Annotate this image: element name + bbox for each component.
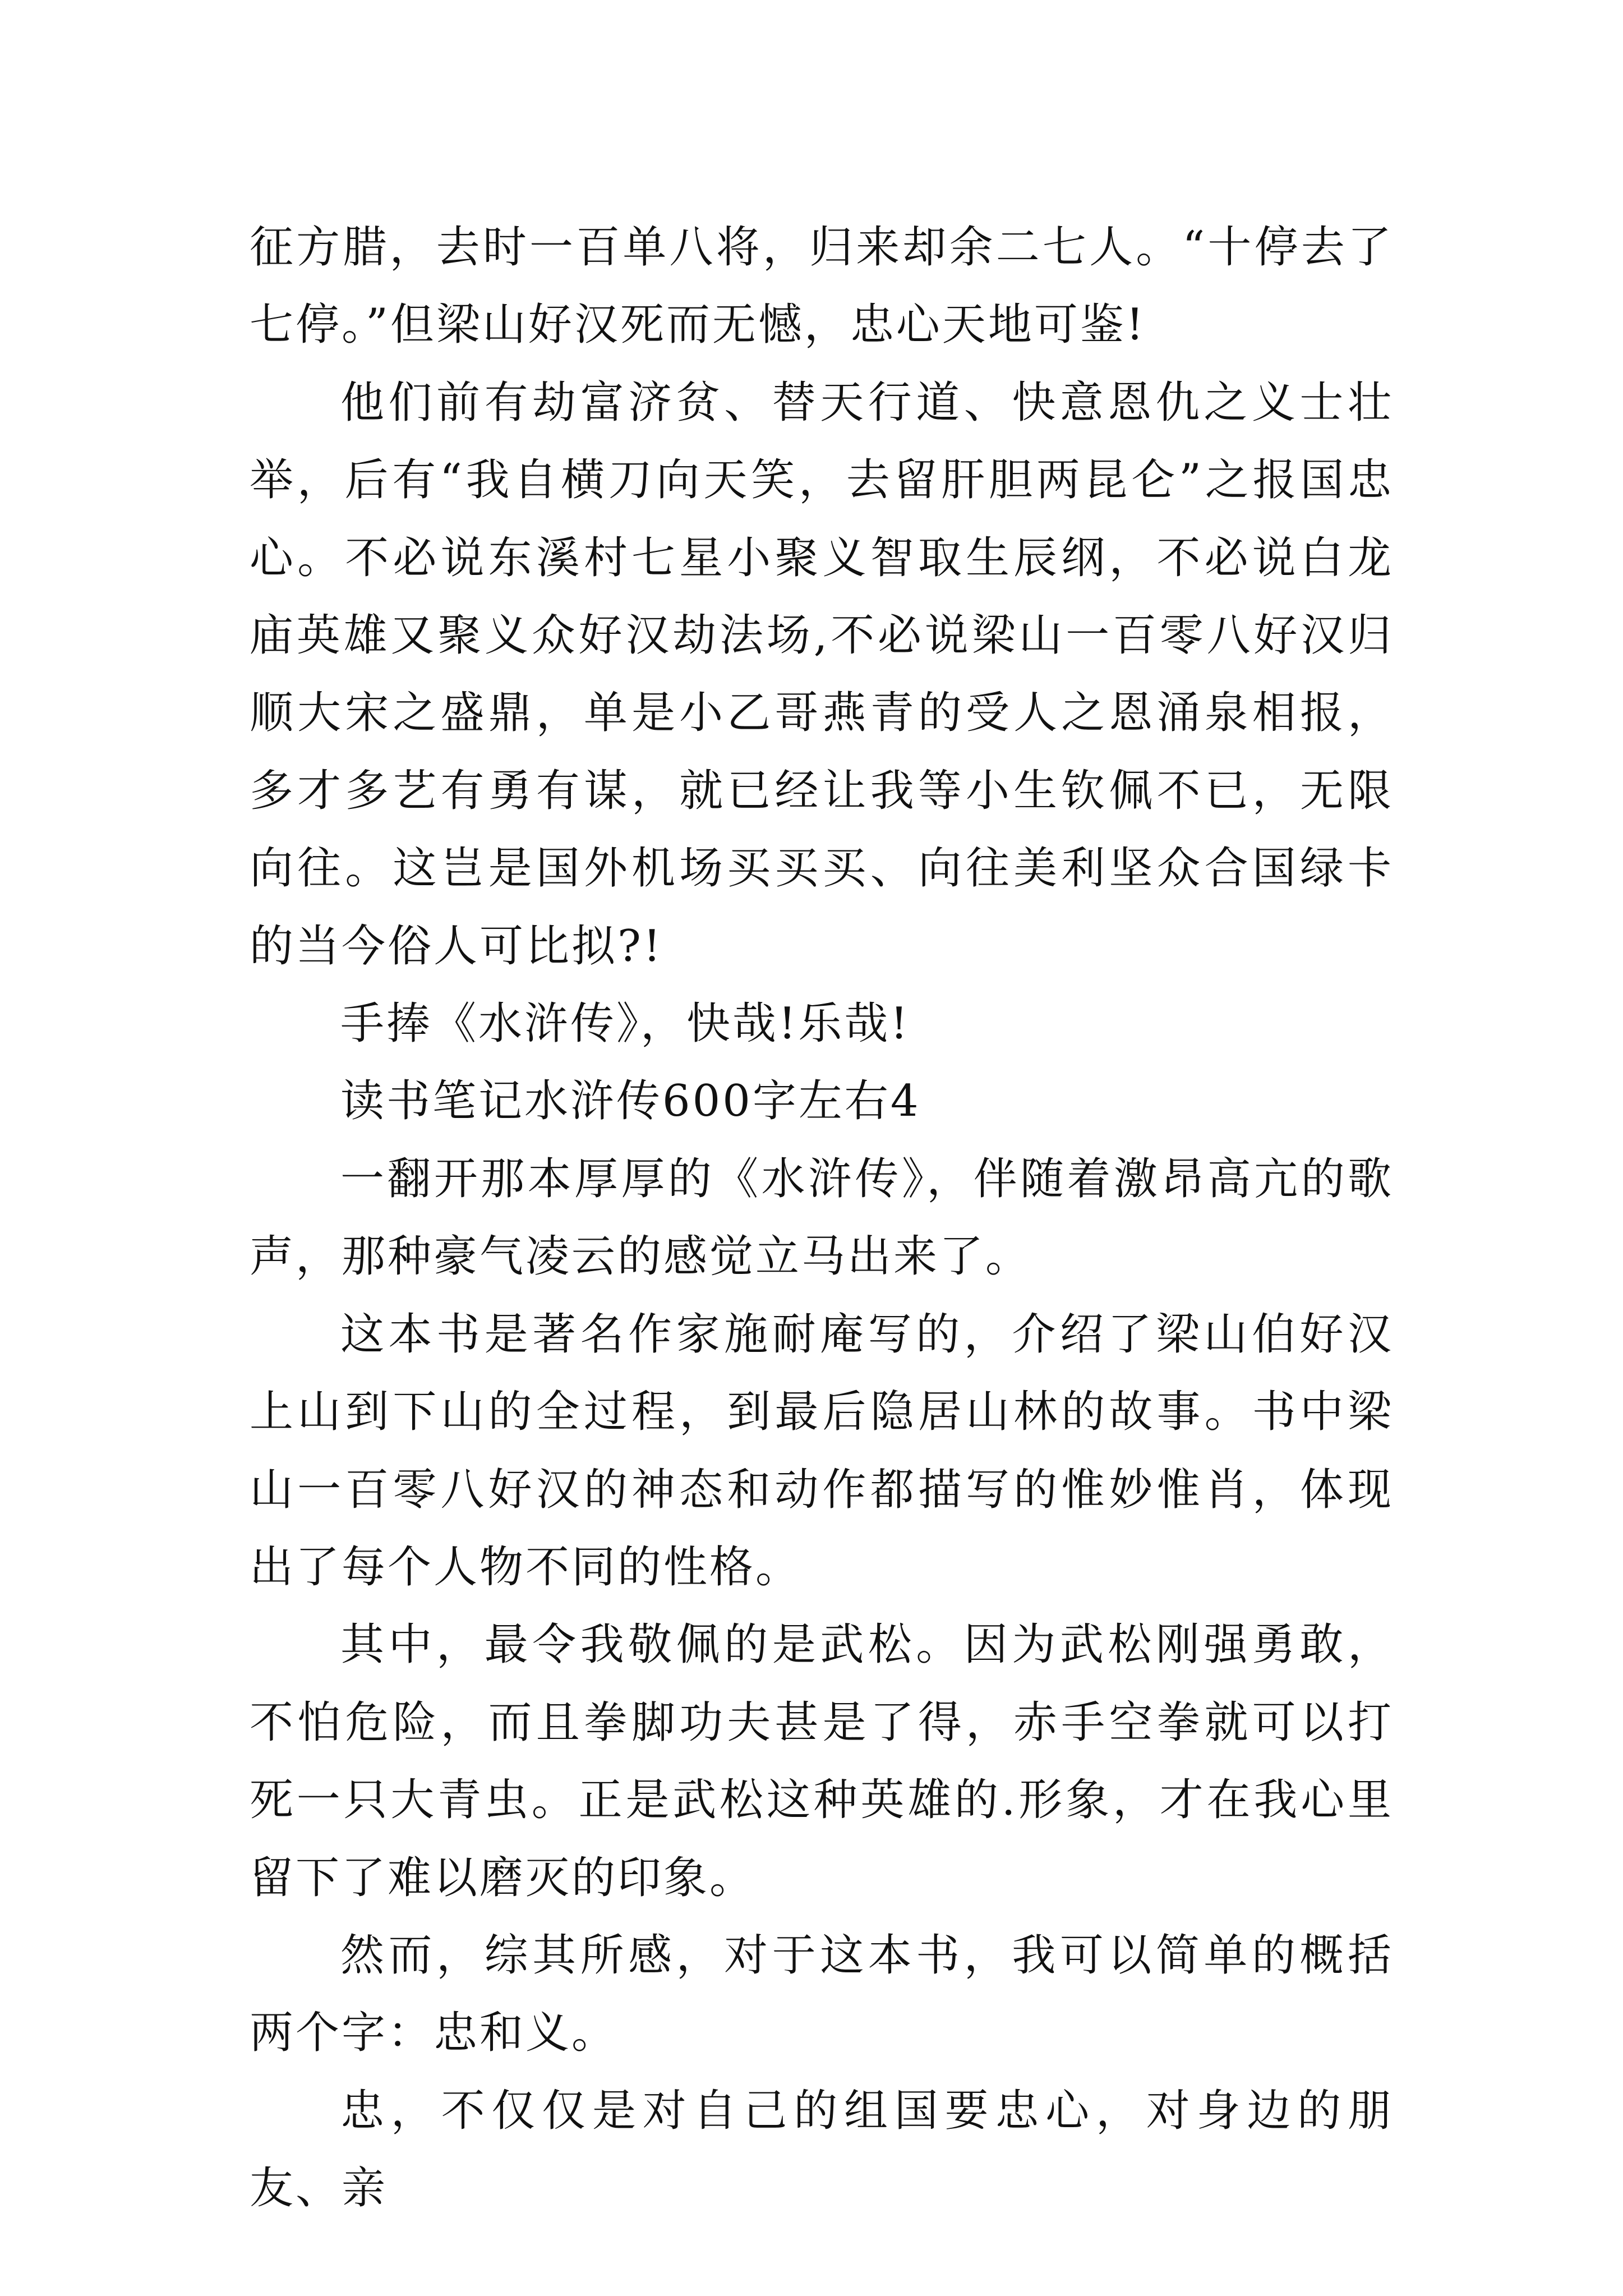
section-heading: 读书笔记水浒传600字左右4 bbox=[340, 1076, 921, 1127]
paragraph-6: 其中，最令我敬佩的是武松。因为武松刚强勇敢，不怕危险，而且拳脚功夫甚是了得，赤手空拳就可以打死一只大青虫。正是武松这种英雄的.形象，才在我心里留下了难以磨灭的印象。 bbox=[250, 1619, 1394, 1903]
paragraph-4: 一翻开那本厚厚的《水浒传》，伴随着激昂高亢的歌声，那种豪气凌云的感觉立马出来了。 bbox=[250, 1153, 1394, 1282]
paragraph-1: 征方腊，去时一百单八将，归来却余二七人。“十停去了七停。”但梁山好汉死而无憾，忠心天地可鉴! bbox=[250, 222, 1394, 351]
paragraph-7: 然而，综其所感，对于这本书，我可以简单的概括两个字：忠和义。 bbox=[250, 1930, 1394, 2059]
document-body bbox=[250, 209, 1394, 2228]
paragraph-3: 手捧《水浒传》，快哉!乐哉! bbox=[340, 999, 910, 1050]
paragraph-8: 忠，不仅仅是对自己的组国要忠心，对身边的朋友、亲 bbox=[250, 2085, 1394, 2214]
paragraph-5: 这本书是著名作家施耐庵写的，介绍了梁山伯好汉上山到下山的全过程，到最后隐居山林的故事。书中梁山一百零八好汉的神态和动作都描写的惟妙惟肖，体现出了每个人物不同的性格。 bbox=[250, 1309, 1394, 1593]
paragraph-2: 他们前有劫富济贫、替天行道、快意恩仇之义士壮举，后有“我自横刀向天笑，去留肝胆两昆仑”之报国忠心。不必说东溪村七星小聚义智取生辰纲，不必说白龙庙英雄又聚义众好汉劫法场,不必说梁山一百零八好汉归顺大宋之盛鼎，单是小乙哥燕青的受人之恩涌泉相报，多才多艺有勇有谋，就已经让我等小生钦佩不已，无限向往。这岂是国外机场买买买、向往美利坚众合国绿卡的当今俗人可比拟?! bbox=[250, 377, 1394, 972]
